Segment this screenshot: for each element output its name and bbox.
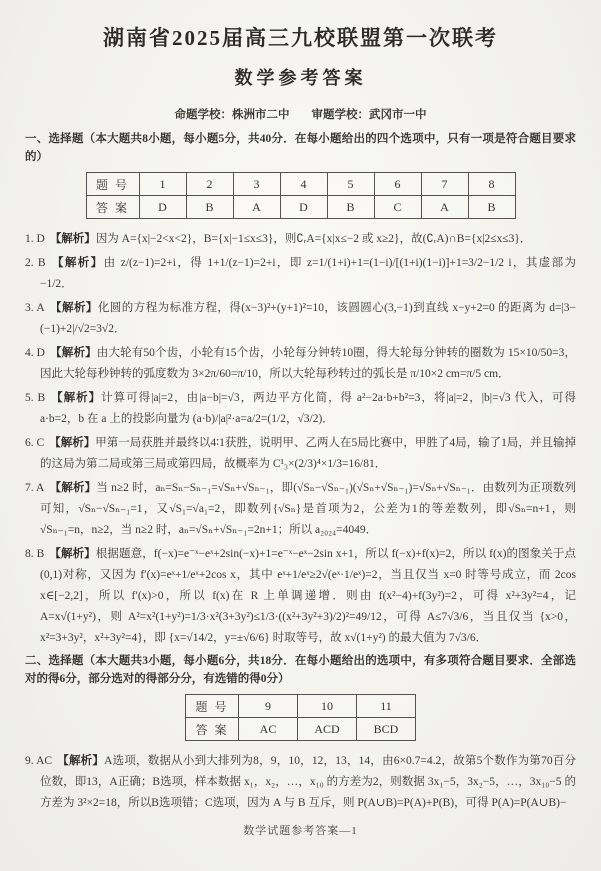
- item-text: 因为 A={x|−2<x<2}，B={x|−1≤x≤3}，则∁ᵣA={x|x≤−2 或 x≥2}，故(∁ᵣA)∩B={x|2≤x≤3}．: [95, 233, 532, 245]
- analysis-tag: 【解析】: [57, 755, 105, 767]
- question-number-cell: 3: [233, 173, 280, 196]
- item-label: 4. D: [25, 347, 45, 359]
- answer-table-1: [86, 172, 516, 219]
- table-row: [86, 173, 515, 196]
- item-label: 8. B: [25, 548, 45, 560]
- item-label: 2. B: [25, 257, 46, 269]
- answer-item-7: [25, 478, 576, 541]
- answer-cell: B: [327, 196, 374, 219]
- reviewer-school: 审题学校：武冈市一中: [311, 109, 427, 121]
- table-row: [86, 196, 515, 219]
- item-label: 1. D: [25, 233, 45, 245]
- question-number-cell: 6: [374, 173, 421, 196]
- page-subtitle: 数学参考答案: [234, 68, 367, 88]
- question-number-cell: 7: [421, 173, 468, 196]
- item-label: 9. AC: [25, 755, 53, 767]
- answer-cell: B: [186, 196, 233, 219]
- answer-item-8: [25, 544, 576, 649]
- section2-heading: 二、选择题（本大题共3小题，每小题6分，共18分．在每小题给出的选项中，有多项符合题目要求．全部选对的得6分，部分选对的得部分分，有选错的得0分）: [25, 655, 576, 685]
- answer-label: 答 案: [186, 718, 239, 741]
- item-text: 根据题意，f(−x)=e⁻ˣ−eˣ+2sin(−x)+1=e⁻ˣ−eˣ−2sin x+1，所以 f(−x)+f(x)=2，所以 f(x)的图象关于点(0,1)对称，又因为 f′(x)=eˣ+1/eˣ+2cos x，其中 eˣ+1/eˣ≥2√(eˣ·1/eˣ)=2，当且仅当 x=0 时等号成立，而 2cos x∈[−2,2]，所以 f′(x)>0，所以 f(x)在 R 上单调递增．则由 f(x²−4)+f(3y²)=2，可得 x²+3y²=4，记 A=x√(1+y²)，则 A²=x²(1+y²)=1/3·x²(3+3y²)≤1/3·((x²+3y²+3)/2)²=49/12，可得 A≤7√3/6，当且仅当 {x>0，x²=3+3y²，x²+3y²=4}，即 {x=√14/2，y=±√6/6} 时取等号，故 x√(1+y²) 的最大值为 7√3/6．: [40, 548, 577, 644]
- question-number-cell: 8: [468, 173, 515, 196]
- item-text: 甲第一局获胜并最终以4∶1获胜，说明甲、乙两人在5局比赛中，甲胜了4局，输了1局，并且输掉的这局为第二局或第三局或第四局，故概率为 C¹₃×(2/3)⁴×1/3=16/81．: [40, 437, 576, 470]
- item-text: 由 z/(z−1)=2+i，得 1+1/(z−1)=2+i，即 z=1/(1+i)+1=(1−i)/[(1+i)(1−i)]+1=3/2−1/2 i，其虚部为−1/2．: [40, 257, 577, 290]
- item-label: 5. B: [25, 392, 46, 404]
- analysis-tag: 【解析】: [50, 257, 104, 269]
- answer-cell: D: [139, 196, 186, 219]
- question-number-cell: 4: [280, 173, 327, 196]
- item-label: 3. A: [25, 302, 45, 314]
- item-text: 当 n≥2 时，aₙ=Sₙ−Sₙ₋₁=√Sₙ+√Sₙ₋₁，即(√Sₙ−√Sₙ₋₁)(√Sₙ+√Sₙ₋₁)=√Sₙ+√Sₙ₋₁．由数列为正项数列可知，√Sₙ−√Sₙ₋₁=1，又√S₁=√a₁=2，即数列{√Sₙ}是首项为2，公差为1的等差数列，即√Sₙ=n+1，则√Sₙ₋₁=n，n≥2，当 n≥2 时，aₙ=√Sₙ+√Sₙ₋₁=2n+1；所以 a₂₀₂₄=4049．: [40, 482, 577, 536]
- item-text: 由大轮有50个齿，小轮有15个齿，小轮每分钟转10圈，得大轮每分钟转的圈数为 15×10/50=3，因此大轮每秒钟转的弧度数为 3×2π/60=π/10，所以大轮每秒转过的弧长是 π/10×2 cm=π/5 cm．: [40, 347, 576, 380]
- answer-cell: AC: [239, 718, 298, 741]
- table-row: [186, 695, 416, 718]
- answer-cell: D: [280, 196, 327, 219]
- answer-item-4: [25, 343, 576, 385]
- question-number-cell: 1: [139, 173, 186, 196]
- answer-item-1: [25, 229, 576, 250]
- analysis-tag: 【解析】: [49, 482, 97, 494]
- analysis-tag: 【解析】: [49, 437, 96, 449]
- analysis-tag: 【解析】: [49, 233, 96, 245]
- analysis-tag: 【解析】: [49, 302, 98, 314]
- proposer-school: 命题学校：株洲市二中: [174, 109, 290, 121]
- analysis-tag: 【解析】: [49, 548, 96, 560]
- question-number-label: 题 号: [186, 695, 239, 718]
- item-text: 化圆的方程为标准方程，得(x−3)²+(y+1)²=10，该圆圆心(3,−1)到直线 x−y+2=0 的距离为 d=|3−(−1)+2|/√2=3√2．: [40, 302, 577, 335]
- answer-item-5: [25, 388, 576, 430]
- schools-line: [25, 106, 576, 122]
- footer-page-label: 数学试题参考答案—1: [243, 825, 358, 837]
- question-number-cell: 2: [186, 173, 233, 196]
- answer-cell: B: [468, 196, 515, 219]
- answer-item-3: [25, 298, 576, 340]
- answer-label: 答 案: [86, 196, 139, 219]
- answer-item-6: [25, 433, 576, 475]
- answer-item-9: [25, 751, 576, 814]
- section1-heading: 一、选择题（本大题共8小题，每小题5分，共40分．在每小题给出的四个选项中，只有一项是符合题目要求的）: [25, 133, 576, 163]
- answer-cell: BCD: [357, 718, 416, 741]
- table-row: [186, 718, 416, 741]
- answer-table-2: [185, 694, 416, 741]
- item-text: A选项，数据从小到大排列为8，9，10，12，13，14，由6×0.7=4.2，故第5个数作为第70百分位数，即13，A正确；B选项，样本数据 x₁，x₂，…，x₁₀ 的方差为2，则数据 3x₁−5，3x₂−5，…，3x₁₀−5 的方差为 3²×2=18，所以B选项错；C选项，因为 A 与 B 互斥，则 P(A∪B)=P(A)+P(B)，可得 P(A)=P(A∪B)−: [40, 755, 577, 809]
- question-number-label: 题 号: [86, 173, 139, 196]
- answer-cell: A: [421, 196, 468, 219]
- analysis-tag: 【解析】: [49, 347, 97, 359]
- item-text: 计算可得|a|=2，由|a−b|=√3，两边平方化简，得 a²−2a·b+b²=3，将|a|=2，|b|=√3 代入，可得 a·b=2，b 在 a 上的投影向量为 (a·b)/|a|²·a=a/2=(1/2，√3/2)．: [40, 392, 577, 425]
- item-label: 7. A: [25, 482, 45, 494]
- question-number-cell: 9: [239, 695, 298, 718]
- answer-item-2: [25, 253, 576, 295]
- question-number-cell: 5: [327, 173, 374, 196]
- answer-cell: C: [374, 196, 421, 219]
- analysis-tag: 【解析】: [50, 392, 102, 404]
- question-number-cell: 10: [298, 695, 357, 718]
- item-label: 6. C: [25, 437, 45, 449]
- answer-cell: A: [233, 196, 280, 219]
- question-number-cell: 11: [357, 695, 416, 718]
- answer-cell: ACD: [298, 718, 357, 741]
- page-title: 湖南省2025届高三九校联盟第一次联考: [103, 26, 498, 50]
